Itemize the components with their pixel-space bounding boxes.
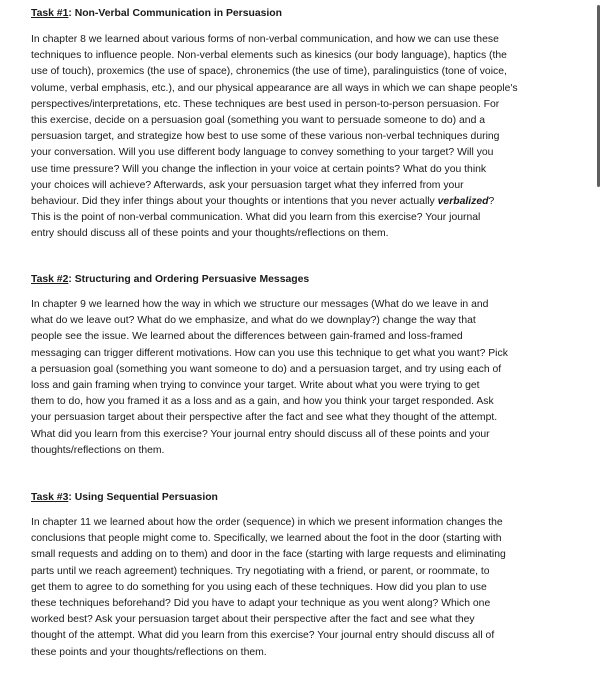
task-2-body — [31, 297, 561, 459]
task-3-line-6: these techniques beforehand? Did you have to adapt your technique as you went along? Which one — [31, 598, 491, 610]
task-3-line-5: get them to agree to do something for you using each of these techniques. How did you plan to use — [31, 581, 487, 593]
task-3-line-4: parts until we reach agreement) techniques. Try negotiating with a friend, or parent, or roommate, to — [31, 565, 490, 577]
task-1-line-7: persuasion target, and strategize how best to use some of these various non-verbal techniques during — [31, 131, 500, 143]
task-3-line-8: thought of the attempt. What did you learn from this exercise? Your journal entry should discuss all of — [31, 630, 495, 642]
task-3-line-7: worked best? Ask your persuasion target about their perspective after the fact and see what they — [31, 614, 475, 626]
task-3-title: : Using Sequential Persuasion — [68, 492, 218, 503]
scrollbar-thumb[interactable] — [597, 5, 600, 187]
task-3-number: Task #3 — [31, 492, 69, 503]
task-3-body — [31, 515, 561, 661]
task-1-heading — [31, 7, 282, 21]
task-2-line-1: In chapter 9 we learned how the way in which we structure our messages (What do we leave in and — [31, 299, 489, 310]
task-1-line-9: use time pressure? Will you change the inflection in your voice at certain points? What do you think — [31, 163, 487, 175]
task-2-number: Task #2 — [31, 274, 69, 285]
task-3-line-2: conclusions that people might come to. Specifically, we learned about the foot in the door (starting with — [31, 533, 502, 545]
task-2-line-3: people see the issue. We learned about the differences between gain-framed and loss-framed — [31, 331, 463, 343]
task-2-line-4: messaging can trigger different motivations. How can you use this technique to get what you want? Pick — [31, 347, 508, 359]
task-1-line-1: In chapter 8 we learned about various forms of non-verbal communication, and how we can use these — [31, 34, 499, 45]
task-1-line-12: This is the point of non-verbal communication. What did you learn from this exercise? Your journal — [31, 212, 481, 224]
task-2-title: : Structuring and Ordering Persuasive Messages — [68, 274, 310, 285]
verbalized-emphasis: verbalized — [437, 196, 489, 208]
task-1-line-3: use of touch), proxemics (the use of space), chronemics (the use of time), paralinguistics (tone of voice, — [31, 66, 507, 78]
task-1-line-2: techniques to influence people. Non-verbal elements such as kinesics (our body language), haptics (the — [31, 50, 507, 62]
task-1-line-5: perspectives/interpretations, etc. These techniques are best used in person-to-person persuasion. For — [31, 98, 500, 110]
task-1-line-13: entry should discuss all of these points and your thoughts/reflections on them. — [31, 228, 389, 240]
task-1-line-6: this exercise, decide on a persuasion goal (something you want to persuade someone to do) and a — [31, 115, 486, 127]
task-1-title: : Non-Verbal Communication in Persuasion — [68, 8, 282, 19]
task-2-line-10: thoughts/reflections on them. — [31, 444, 165, 456]
task-2-line-5: a persuasion goal (something you want someone to do) and a persuasion target, and try using each of — [31, 363, 502, 375]
task-1-number: Task #1 — [31, 8, 69, 19]
task-1-line-4: volume, verbal emphasis, etc.), and our physical appearance are all ways in which we can shape people's — [31, 82, 518, 94]
task-3-line-9: these points and your thoughts/reflections on them. — [31, 646, 267, 658]
task-2-line-2: what do we leave out? What do we emphasize, and what do we downplay?) change the way that — [31, 315, 476, 327]
task-1-line-11-text: behaviour. Did they infer things about your thoughts or intentions that you never actually — [31, 196, 438, 208]
task-2-line-9: What did you learn from this exercise? Your journal entry should discuss all of these points and your — [31, 428, 490, 440]
task-2-line-6: loss and gain framing when trying to convince your target. Write about what you were trying to get — [31, 380, 480, 392]
task-1-line-8: your conversation. Will you use different body language to convey something to your target? Will you — [31, 147, 494, 159]
task-1-line-10: your choices will achieve? Afterwards, ask your persuasion target what they inferred from your — [31, 179, 464, 191]
task-2-line-8: your persuasion target about their perspective after the fact and see what they thought of the attempt. — [31, 412, 498, 424]
task-2-heading — [31, 273, 309, 287]
task-1-line-11 — [31, 194, 561, 210]
task-2-line-7: them to do, how you framed it as a loss and as a gain, and how you think your target responded. Ask — [31, 396, 494, 408]
task-3-heading — [31, 491, 218, 505]
vertical-scrollbar[interactable] — [596, 0, 601, 700]
task-3-line-3: small requests and adding on to them) and door in the face (starting with large requests and eliminating — [31, 549, 506, 561]
task-1-body — [31, 32, 561, 243]
task-1-line-11-end: ? — [488, 196, 495, 208]
task-3-line-1: In chapter 11 we learned about how the order (sequence) in which we present information changes the — [31, 517, 503, 528]
